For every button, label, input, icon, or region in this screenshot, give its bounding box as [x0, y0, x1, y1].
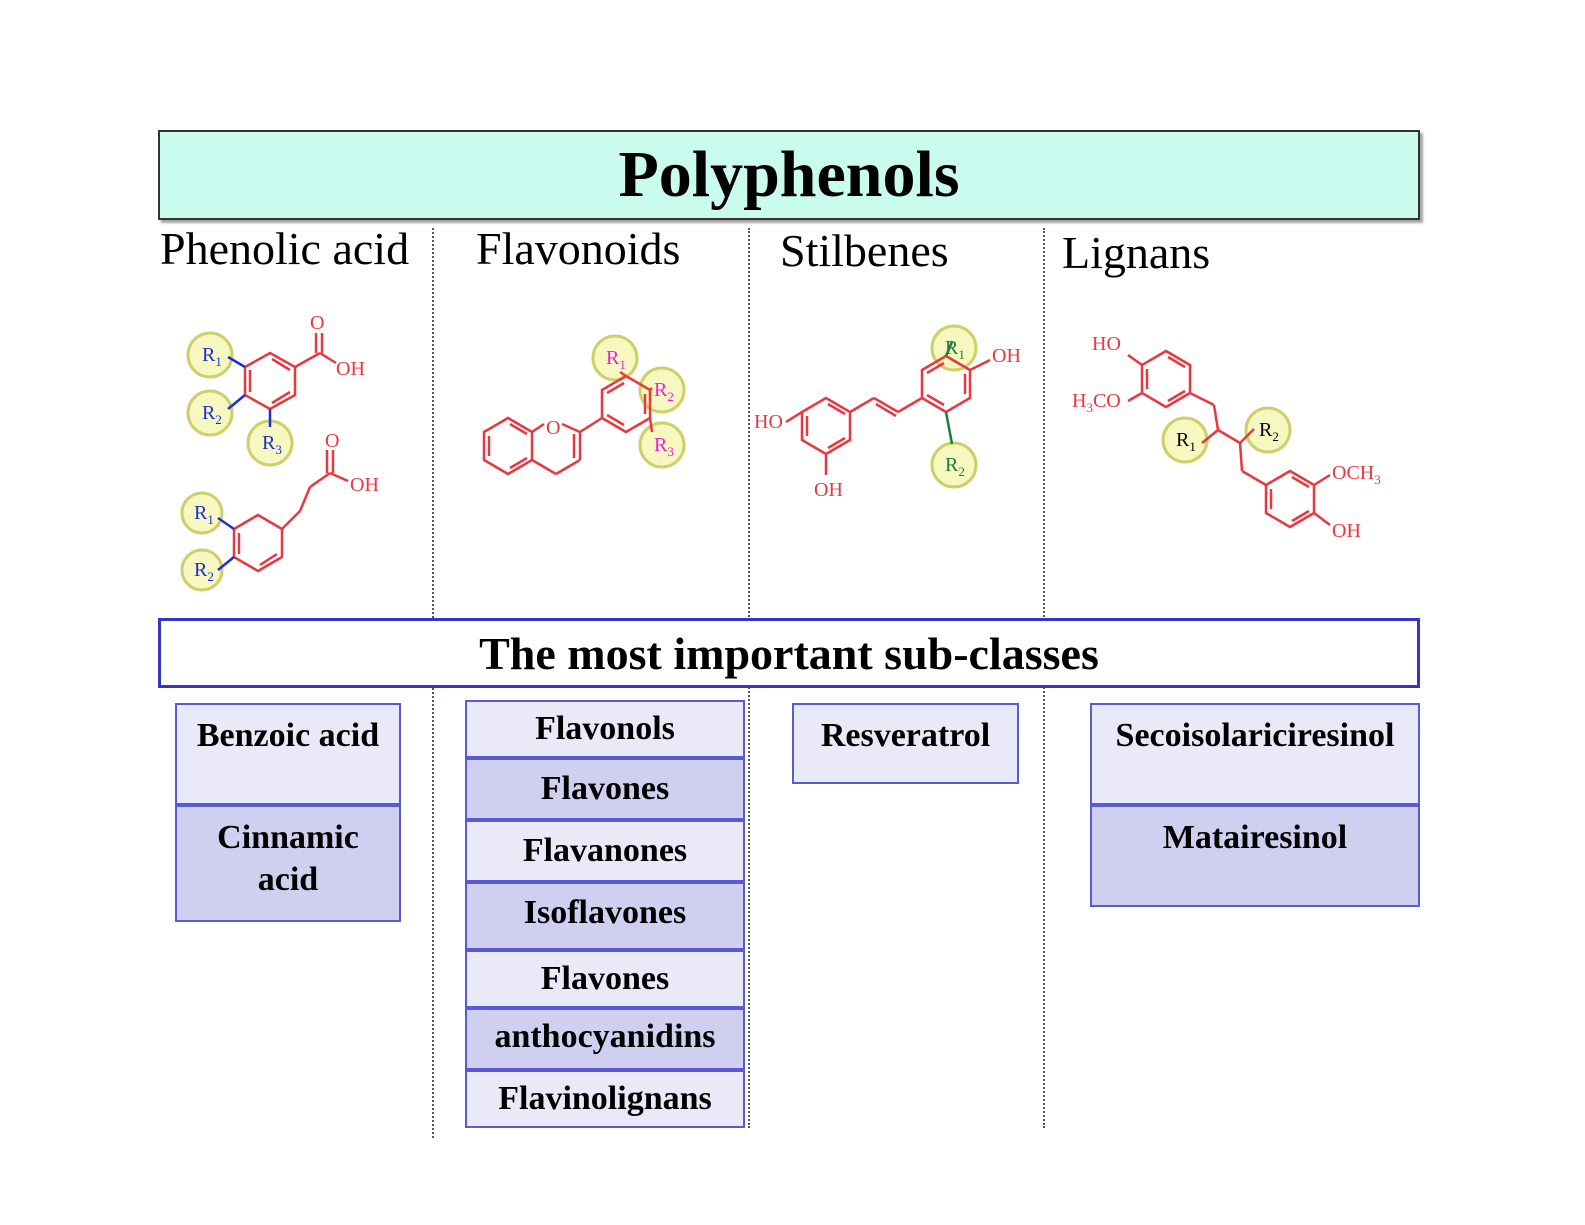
- subclass-cinnamic-acid-line2: acid: [257, 861, 319, 898]
- r2-label: R: [202, 402, 216, 424]
- r3-subscript: 3: [667, 444, 674, 459]
- r1-subscript: 1: [1189, 439, 1196, 454]
- subclass-isoflavones: Isoflavones: [465, 882, 745, 950]
- subclass-benzoic-acid: Benzoic acid: [175, 703, 401, 805]
- r2-subscript: 2: [215, 412, 222, 427]
- flavonoid-structure: [452, 320, 732, 520]
- oxygen-label: O: [310, 312, 325, 334]
- oxygen-label: O: [325, 430, 340, 452]
- r1-subscript: 1: [619, 357, 626, 372]
- lignan-structure: [1070, 325, 1400, 555]
- methoxy-label: OCH: [1332, 462, 1375, 484]
- subclass-matairesinol: Matairesinol: [1090, 805, 1420, 907]
- methoxy-subscript: 3: [1374, 472, 1381, 487]
- subclasses-title: The most important sub-classes: [158, 618, 1420, 688]
- hydroxyl-label: OH: [1332, 520, 1361, 542]
- r2-label: R: [194, 559, 208, 581]
- methoxy-label: CO: [1092, 390, 1121, 412]
- r1-subscript: 1: [958, 347, 965, 362]
- subclass-anthocyanidins: anthocyanidins: [465, 1008, 745, 1070]
- r1-label: R: [194, 502, 208, 524]
- hydroxyl-label: OH: [992, 345, 1021, 367]
- methoxy-label: H: [1072, 390, 1087, 412]
- r1-subscript: 1: [215, 354, 222, 369]
- subclass-flavones: Flavones: [465, 758, 745, 820]
- subclass-flavanones: Flavanones: [465, 820, 745, 882]
- r2-subscript: 2: [958, 464, 965, 479]
- hydroxyl-label: OH: [814, 479, 843, 501]
- r3-subscript: 3: [275, 442, 282, 457]
- r1-subscript: 1: [207, 512, 214, 527]
- methoxy-subscript: 3: [1086, 400, 1093, 415]
- subclass-flavinolignans: Flavinolignans: [465, 1070, 745, 1128]
- r3-label: R: [654, 434, 668, 456]
- r3-label: R: [262, 432, 276, 454]
- r2-subscript: 2: [1272, 429, 1279, 444]
- subclass-cinnamic-acid-line1: Cinnamic: [217, 819, 359, 856]
- hydroxyl-label: OH: [350, 474, 379, 496]
- hydroxyl-label: HO: [754, 411, 783, 433]
- subclass-resveratrol: Resveratrol: [792, 703, 1019, 784]
- r1-label: R: [1176, 429, 1190, 451]
- r1-label: R: [606, 347, 620, 369]
- svg-text:OCH3: [1332, 462, 1381, 487]
- subclass-flavonols: Flavonols: [465, 700, 745, 758]
- hydroxyl-label: HO: [1092, 333, 1121, 355]
- subclass-cinnamic-acid: [175, 805, 401, 922]
- r1-label: R: [945, 337, 959, 359]
- class-heading-phenolic-acid: Phenolic acid: [160, 223, 410, 274]
- hydroxyl-label: OH: [336, 358, 365, 380]
- r2-subscript: 2: [667, 389, 674, 404]
- r2-label: R: [945, 454, 959, 476]
- diagram-title: Polyphenols: [158, 130, 1420, 220]
- class-heading-stilbenes: Stilbenes: [780, 225, 949, 276]
- r2-label: R: [654, 379, 668, 401]
- class-heading-flavonoids: Flavonoids: [476, 223, 681, 274]
- svg-text:H3CO: [1072, 390, 1121, 415]
- r2-subscript: 2: [207, 569, 214, 584]
- subclass-flavones-2: Flavones: [465, 950, 745, 1008]
- phenolic-acid-structures: [170, 305, 410, 605]
- class-heading-lignans: Lignans: [1062, 227, 1211, 278]
- subclass-secoisolariciresinol: Secoisolariciresinol: [1090, 703, 1420, 805]
- r1-label: R: [202, 344, 216, 366]
- stilbene-structure: [752, 320, 1042, 530]
- oxygen-label: O: [546, 417, 561, 439]
- r2-label: R: [1259, 419, 1273, 441]
